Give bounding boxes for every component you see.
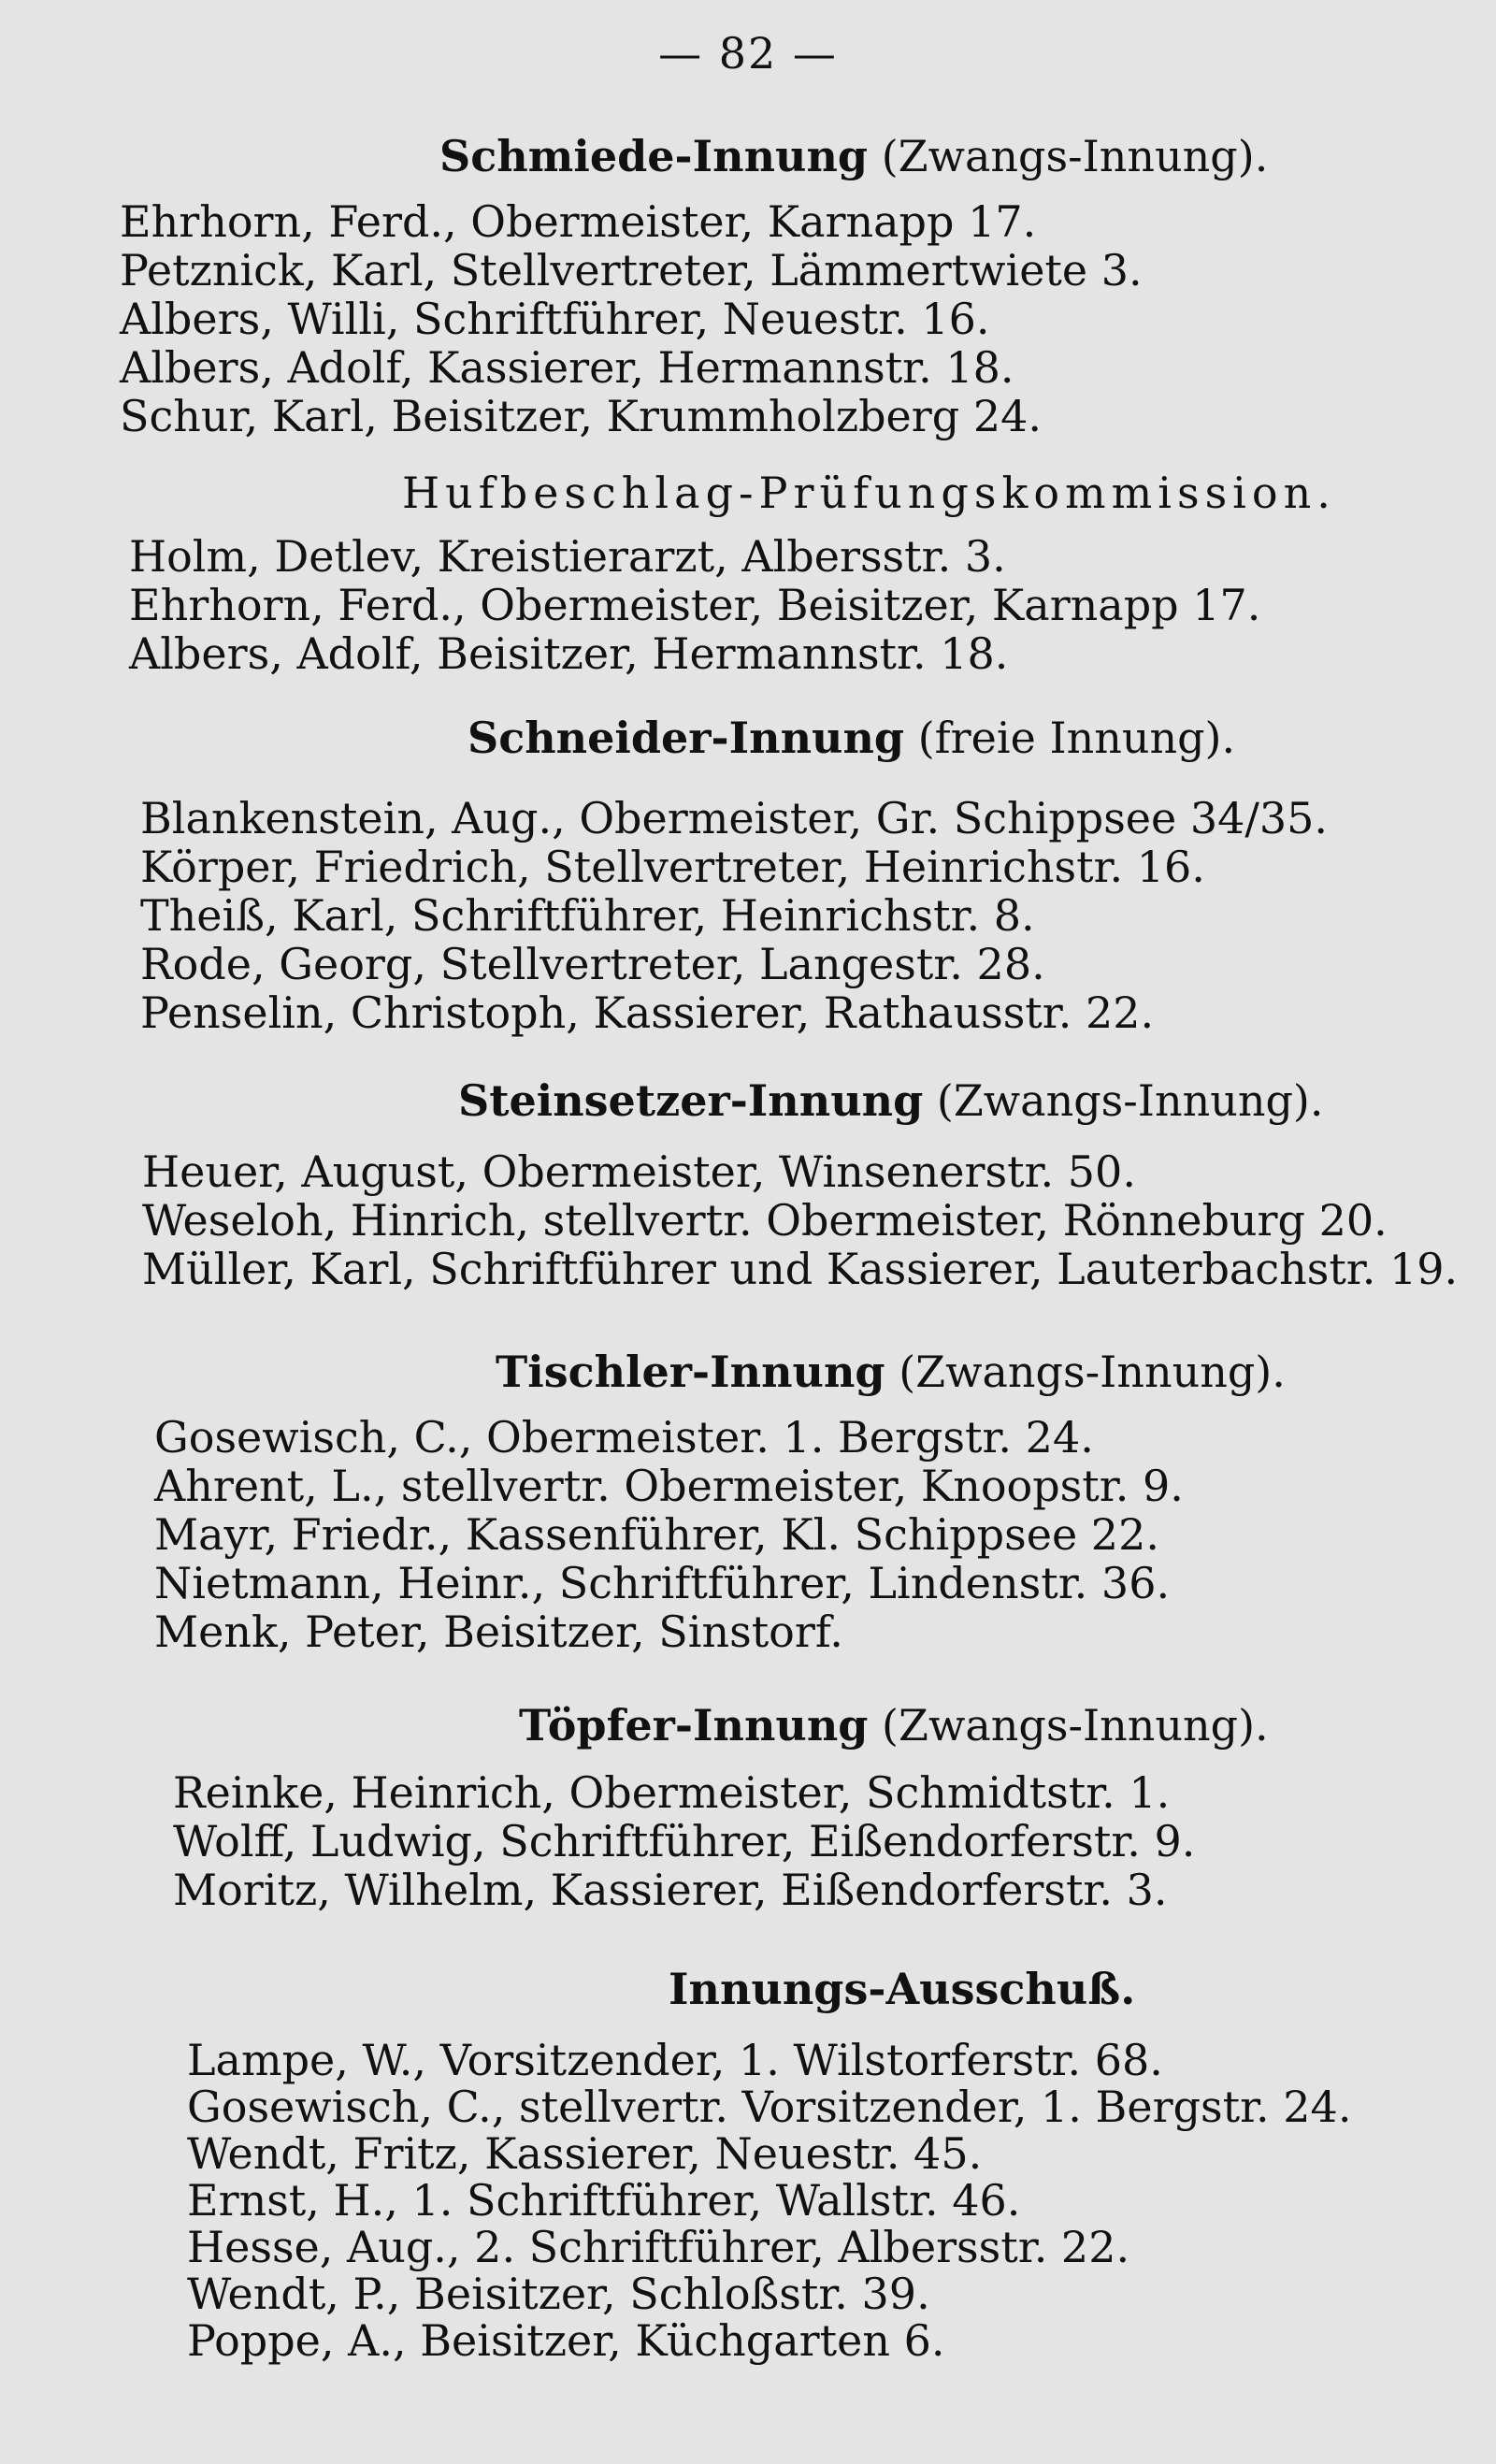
list-item: Ehrhorn, Ferd., Obermeister, Beisitzer, Karnapp 17. bbox=[129, 580, 1261, 630]
section-subtitle: (freie Innung). bbox=[904, 713, 1236, 763]
section-heading bbox=[402, 468, 1336, 518]
list-item: Heuer, August, Obermeister, Winsenerstr. 50. bbox=[142, 1146, 1136, 1197]
section-subtitle: Hufbeschlag-Prüfungskommission. bbox=[402, 468, 1336, 518]
list-item: Petznick, Karl, Stellvertreter, Lämmertwiete 3. bbox=[120, 245, 1143, 295]
section-title: Schmiede-Innung bbox=[439, 131, 869, 181]
list-item: Schur, Karl, Beisitzer, Krummholzberg 24. bbox=[120, 391, 1042, 441]
list-item: Weseloh, Hinrich, stellvertr. Obermeister, Rönneburg 20. bbox=[142, 1195, 1388, 1246]
section-heading bbox=[439, 131, 1268, 181]
list-item: Holm, Detlev, Kreistierarzt, Albersstr. 3. bbox=[129, 531, 1006, 582]
section-heading bbox=[458, 1075, 1324, 1126]
list-item: Müller, Karl, Schriftführer und Kassierer, Lauterbachstr. 19. bbox=[142, 1244, 1459, 1294]
list-item: Lampe, W., Vorsitzender, 1. Wilstorferstr. 68. bbox=[187, 2035, 1163, 2085]
list-item: Gosewisch, C., Obermeister. 1. Bergstr. 24. bbox=[154, 1412, 1094, 1463]
section-title: Töpfer-Innung bbox=[519, 1700, 869, 1751]
section-heading bbox=[468, 713, 1235, 763]
list-item: Reinke, Heinrich, Obermeister, Schmidtstr. 1. bbox=[173, 1767, 1171, 1818]
list-item: Ehrhorn, Ferd., Obermeister, Karnapp 17. bbox=[120, 196, 1037, 247]
section-title: Innungs-Ausschuß. bbox=[669, 1964, 1136, 2014]
list-item: Nietmann, Heinr., Schriftführer, Lindenstr. 36. bbox=[154, 1558, 1171, 1608]
list-item: Penselin, Christoph, Kassierer, Rathausstr. 22. bbox=[140, 987, 1155, 1038]
list-item: Theiß, Karl, Schriftführer, Heinrichstr. 8. bbox=[140, 890, 1035, 941]
list-item: Poppe, A., Beisitzer, Küchgarten 6. bbox=[187, 2315, 945, 2366]
list-item: Körper, Friedrich, Stellvertreter, Heinrichstr. 16. bbox=[140, 842, 1205, 892]
page-number: — 82 — bbox=[658, 28, 838, 79]
list-item: Ernst, H., 1. Schriftführer, Wallstr. 46. bbox=[187, 2175, 1021, 2226]
section-subtitle: (Zwangs-Innung). bbox=[885, 1347, 1286, 1397]
section-subtitle: (Zwangs-Innung). bbox=[868, 131, 1269, 181]
list-item: Wolff, Ludwig, Schriftführer, Eißendorferstr. 9. bbox=[173, 1816, 1196, 1866]
section-subtitle: (Zwangs-Innung). bbox=[868, 1700, 1269, 1751]
list-item: Wendt, P., Beisitzer, Schloßstr. 39. bbox=[187, 2269, 930, 2319]
section-title: Tischler-Innung bbox=[496, 1347, 885, 1397]
section-heading bbox=[669, 1964, 1135, 2014]
section-title: Schneider-Innung bbox=[468, 713, 905, 763]
list-item: Rode, Georg, Stellvertreter, Langestr. 28. bbox=[140, 939, 1045, 989]
section-title: Steinsetzer-Innung bbox=[458, 1075, 924, 1126]
list-item: Gosewisch, C., stellvertr. Vorsitzender, 1. Bergstr. 24. bbox=[187, 2082, 1352, 2132]
list-item: Albers, Willi, Schriftführer, Neuestr. 16. bbox=[120, 294, 990, 344]
section-heading bbox=[496, 1347, 1286, 1397]
list-item: Albers, Adolf, Beisitzer, Hermannstr. 18. bbox=[129, 628, 1009, 679]
section-heading bbox=[519, 1700, 1269, 1751]
list-item: Menk, Peter, Beisitzer, Sinstorf. bbox=[154, 1607, 843, 1657]
list-item: Hesse, Aug., 2. Schriftführer, Albersstr. 22. bbox=[187, 2222, 1130, 2272]
list-item: Moritz, Wilhelm, Kassierer, Eißendorferstr. 3. bbox=[173, 1865, 1168, 1915]
list-item: Mayr, Friedr., Kassenführer, Kl. Schippsee 22. bbox=[154, 1509, 1159, 1560]
list-item: Albers, Adolf, Kassierer, Hermannstr. 18. bbox=[120, 342, 1014, 393]
section-subtitle: (Zwangs-Innung). bbox=[923, 1075, 1324, 1126]
list-item: Wendt, Fritz, Kassierer, Neuestr. 45. bbox=[187, 2128, 983, 2179]
list-item: Ahrent, L., stellvertr. Obermeister, Knoopstr. 9. bbox=[154, 1461, 1184, 1511]
list-item: Blankenstein, Aug., Obermeister, Gr. Schippsee 34/35. bbox=[140, 793, 1329, 843]
